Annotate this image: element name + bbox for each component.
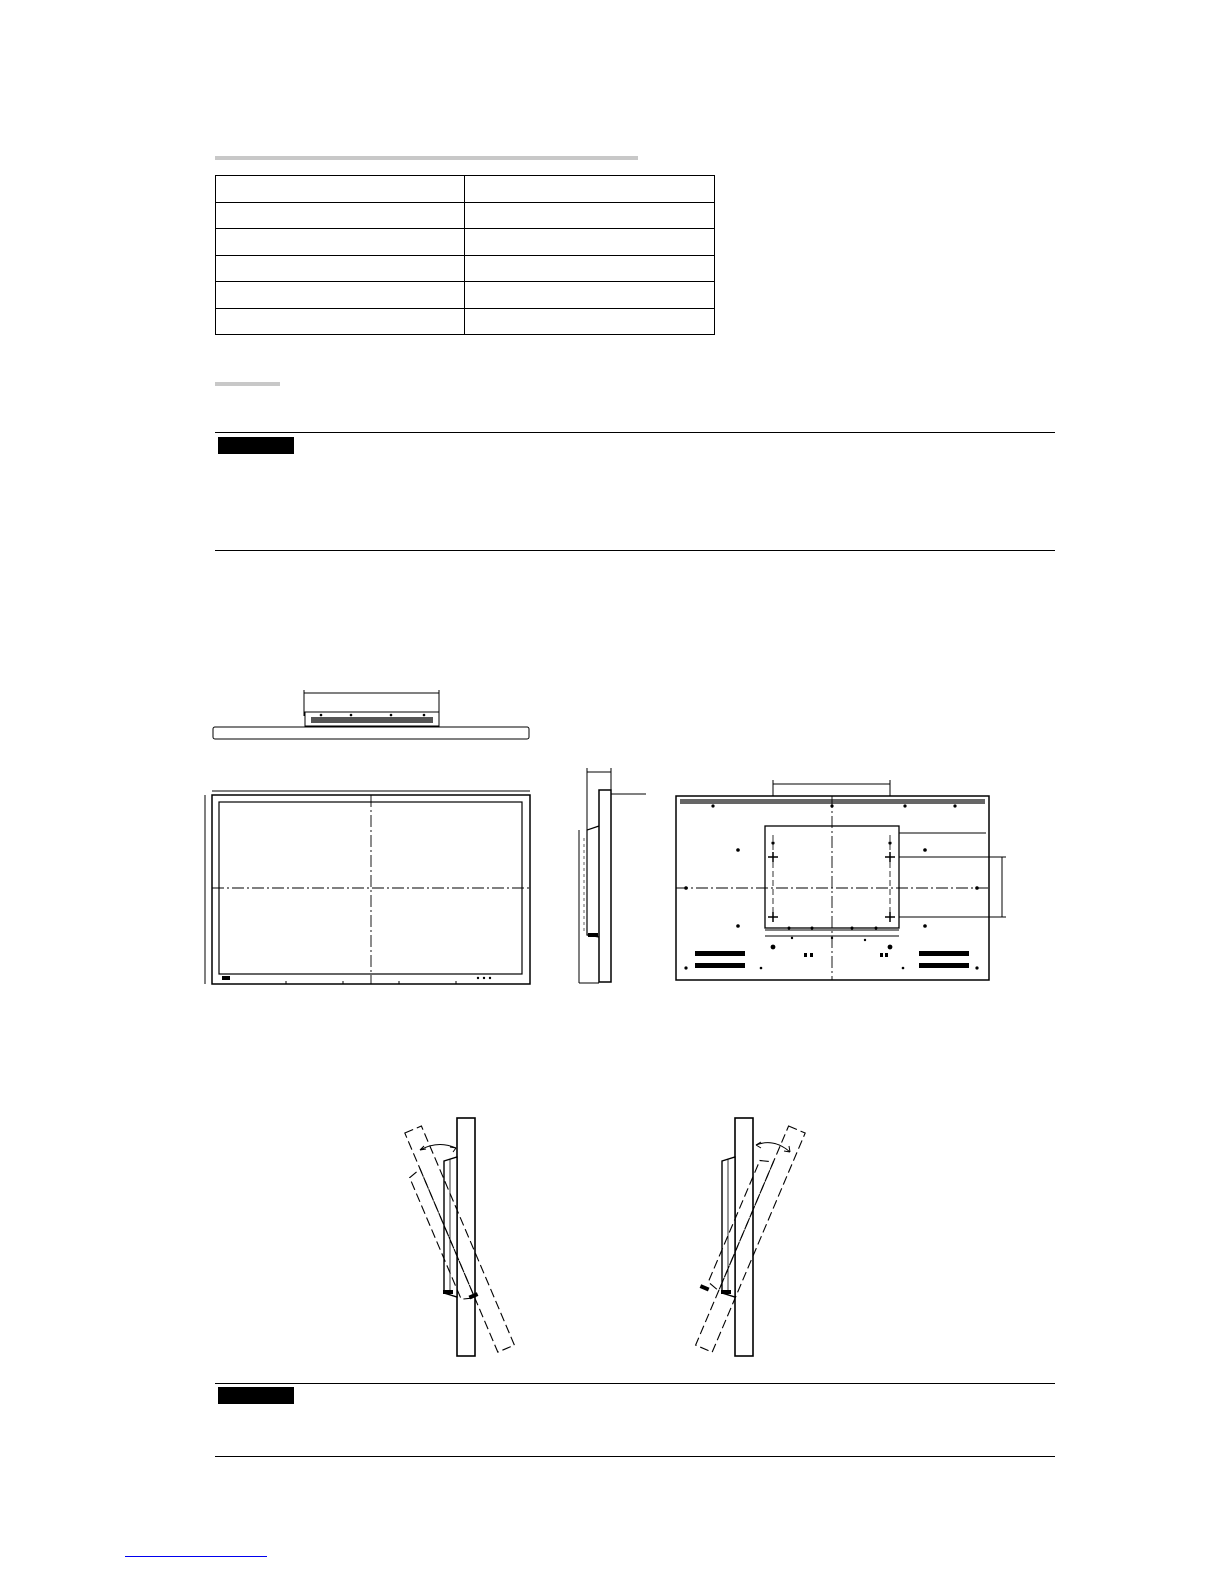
side-view-drawing bbox=[570, 768, 650, 988]
note-top-rule bbox=[215, 432, 1055, 433]
table-cell bbox=[465, 282, 715, 309]
tilt-backward-drawing bbox=[670, 1110, 830, 1370]
note-top-rule bbox=[215, 1383, 1055, 1384]
section-heading-rule bbox=[215, 156, 638, 160]
table-cell bbox=[216, 255, 465, 282]
table-cell bbox=[216, 229, 465, 256]
table-cell bbox=[465, 229, 715, 256]
table-row bbox=[216, 308, 715, 335]
table-cell bbox=[216, 202, 465, 229]
note-badge bbox=[218, 437, 294, 454]
subsection-heading-rule bbox=[215, 382, 280, 386]
table-row bbox=[216, 176, 715, 203]
table-cell bbox=[216, 282, 465, 309]
table-row bbox=[216, 255, 715, 282]
table-cell bbox=[465, 255, 715, 282]
footer-link[interactable] bbox=[125, 1556, 267, 1557]
top-view-drawing bbox=[210, 690, 540, 745]
table-row bbox=[216, 282, 715, 309]
table-row bbox=[216, 229, 715, 256]
table-cell bbox=[465, 308, 715, 335]
front-view-drawing bbox=[200, 787, 535, 987]
table-row bbox=[216, 202, 715, 229]
spec-table bbox=[215, 175, 715, 335]
table-cell bbox=[465, 176, 715, 203]
note-bottom-rule bbox=[215, 1456, 1055, 1457]
note-badge bbox=[218, 1387, 294, 1404]
table-cell bbox=[465, 202, 715, 229]
table-cell bbox=[216, 308, 465, 335]
rear-view-drawing bbox=[672, 780, 1012, 985]
table-cell bbox=[216, 176, 465, 203]
note-bottom-rule bbox=[215, 550, 1055, 551]
tilt-forward-drawing bbox=[380, 1110, 540, 1370]
